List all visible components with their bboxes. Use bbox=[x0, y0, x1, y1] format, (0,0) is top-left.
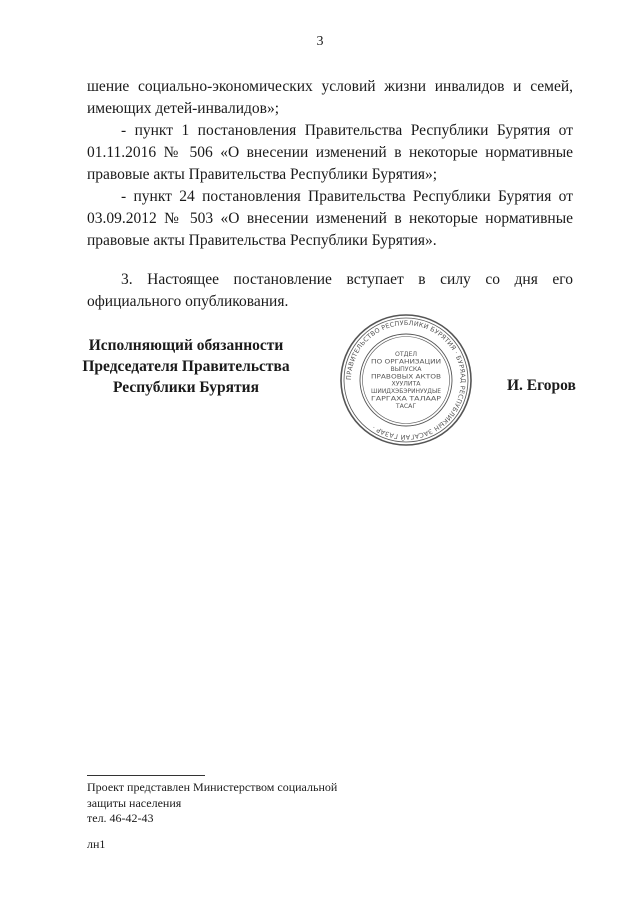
footnote-line: защиты населения bbox=[87, 795, 182, 810]
paragraph-item-24: - пункт 24 постановления Правительства Республики Бурятия от 03.09.2012 № 503 «О внесении изменений в некоторые нормативные правовые акты Правительства Республики Бурятия». bbox=[87, 188, 573, 249]
signer-name: И. Егоров bbox=[507, 377, 576, 394]
signature-title-line: Исполняющий обязанности bbox=[88, 337, 284, 354]
footnote-line: Проект представлен Министерством социальной bbox=[87, 780, 338, 794]
footnote-line: тел. 46-42-43 bbox=[87, 811, 154, 825]
footnote bbox=[87, 780, 387, 852]
stamp-center-line: ОТДЕЛ bbox=[394, 351, 418, 359]
signature-title-line: Председателя Правительства bbox=[82, 358, 290, 375]
paragraph-item-1: - пункт 1 постановления Правительства Республики Бурятия от 01.11.2016 № 506 «О внесении изменений в некоторые нормативные правовые акты Правительства Республики Бурятия»; bbox=[87, 122, 573, 183]
paragraph-continuation: шение социально-экономических условий жизни инвалидов и семей, имеющих детей-инвалидов»; bbox=[87, 78, 573, 117]
document-code: лн1 bbox=[87, 836, 106, 851]
document-body bbox=[87, 76, 573, 313]
svg-text:ПРАВИТЕЛЬСТВО РЕСПУБЛИКИ БУРЯТ: ПРАВИТЕЛЬСТВО РЕСПУБЛИКИ БУРЯТИЯ · БУРЯАД РЕСПУБЛИКЫН ЗАСАГАЙ ГАЗАР · bbox=[344, 318, 468, 442]
stamp-center-line: ПО ОРГАНИЗАЦИИ bbox=[371, 358, 442, 366]
stamp-center-line: ШИИДХЭБЭРИНУУДЫЕ bbox=[371, 388, 442, 396]
stamp-center-line: ГАРГАХА ТАЛААР bbox=[371, 395, 442, 403]
stamp-center-line: ВЫПУСКА bbox=[390, 365, 422, 373]
stamp-center-line: ТАСАГ bbox=[395, 402, 417, 410]
stamp-center-line: ХУУЛИТА bbox=[391, 380, 421, 388]
stamp-center-line: ПРАВОВЫХ АКТОВ bbox=[371, 373, 441, 381]
signature-title-line: Республики Бурятия bbox=[113, 379, 259, 396]
official-stamp-graphic bbox=[338, 312, 474, 448]
page-number: 3 bbox=[316, 34, 324, 49]
paragraph-effective-date: 3. Настоящее постановление вступает в силу со дня его официального опубликования. bbox=[87, 271, 573, 310]
footnote-divider bbox=[87, 775, 205, 776]
signature-title bbox=[80, 335, 292, 398]
official-stamp bbox=[338, 312, 474, 448]
